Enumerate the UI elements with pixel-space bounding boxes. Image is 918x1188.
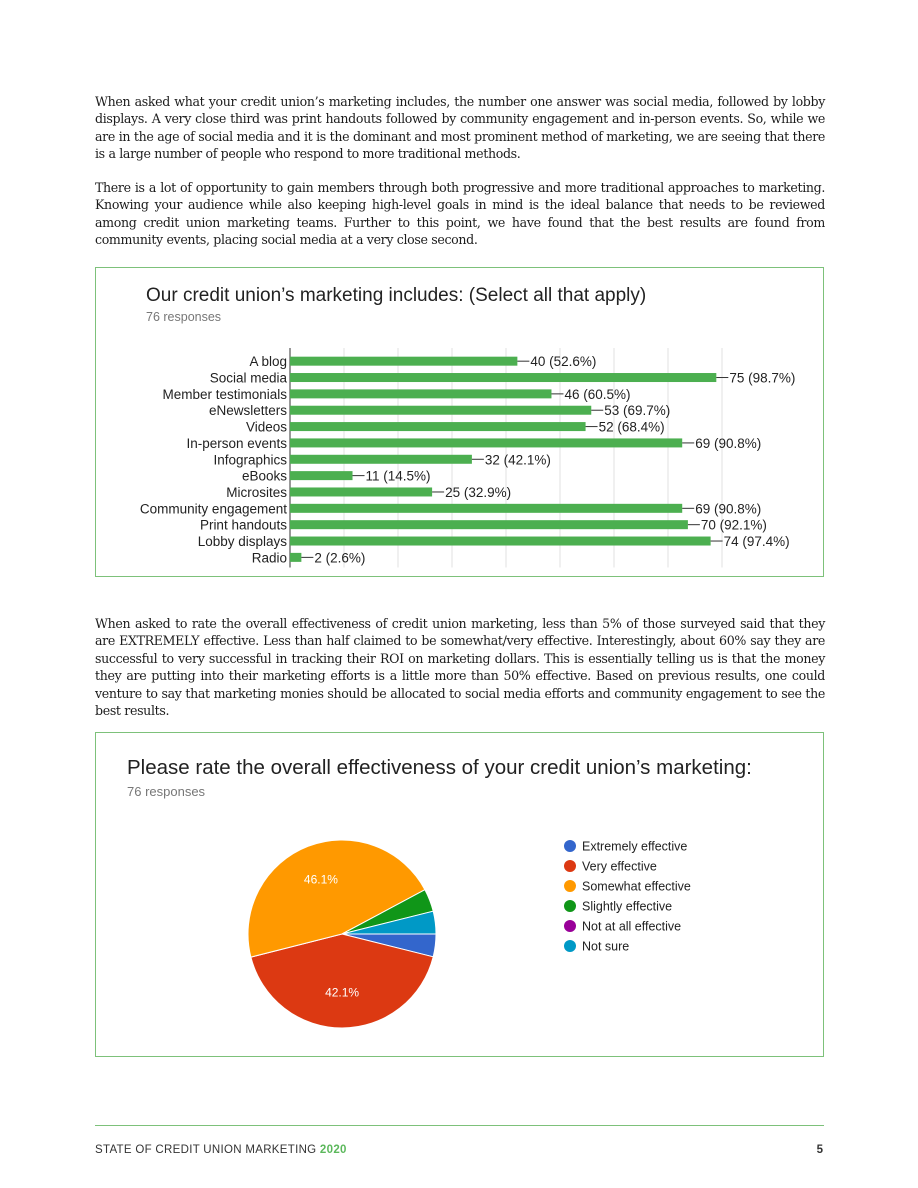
legend-label-not-at-all-effective: Not at all effective — [582, 919, 682, 934]
slice-label-somewhat-effective: 46.1% — [303, 872, 338, 887]
value-label-a-blog: 40 (52.6%) — [530, 354, 597, 370]
value-label-lobby-displays: 74 (97.4%) — [723, 534, 790, 550]
bar-print-handouts — [290, 520, 688, 529]
bar-a-blog — [290, 357, 517, 366]
effectiveness-chart — [95, 732, 824, 1057]
value-label-member-testimonials: 46 (60.5%) — [564, 386, 631, 402]
bar-member-testimonials — [290, 389, 551, 398]
bar-chart-svg — [96, 268, 825, 578]
footer-divider — [95, 1125, 824, 1126]
legend-marker-not-at-all-effective — [564, 920, 576, 932]
value-label-ebooks: 11 (14.5%) — [365, 468, 431, 484]
category-label-social-media: Social media — [209, 370, 287, 386]
category-label-ebooks: eBooks — [241, 468, 287, 484]
value-label-videos: 52 (68.4%) — [598, 419, 665, 435]
category-label-in-person-events: In-person events — [186, 435, 287, 451]
legend-label-somewhat-effective: Somewhat effective — [582, 879, 691, 894]
bar-radio — [290, 553, 301, 562]
value-label-social-media: 75 (98.7%) — [729, 370, 796, 386]
category-label-enewsletters: eNewsletters — [208, 403, 287, 419]
category-label-lobby-displays: Lobby displays — [197, 534, 287, 550]
bar-chart-subtitle: 76 responses — [146, 310, 222, 324]
legend-marker-slightly-effective — [564, 900, 576, 912]
bar-community-engagement — [290, 504, 682, 513]
category-label-community-engagement: Community engagement — [139, 501, 287, 517]
value-label-enewsletters: 53 (69.7%) — [604, 403, 671, 419]
effectiveness-paragraph: When asked to rate the overall effectiveness of credit union marketing, less than 5% of those surveyed said that they are EXTREMELY effective. Less than half claimed to be somewhat/very effective. Interestingly, about 60% say they are successful to very successful in tracking their ROI on marketing dollars. This is essentially telling us is that the money they are putting into their marketing efforts is a little more than 50% effective. Based on previous results, one could venture to say that marketing monies should be allocated to social media efforts and community engagement to see the best results. — [95, 616, 825, 719]
category-label-infographics: Infographics — [213, 452, 287, 468]
value-label-radio: 2 (2.6%) — [314, 550, 366, 566]
bar-infographics — [290, 455, 472, 464]
intro-paragraph: When asked what your credit union’s marketing includes, the number one answer was social media, followed by lobby displays. A very close third was print handouts followed by community engagement and in-person events. So, while we are in the age of social media and it is the dominant and most prominent method of marketing, we are seeing that there is a large number of people who respond to more traditional methods. — [95, 94, 825, 162]
legend-marker-not-sure — [564, 940, 576, 952]
bar-enewsletters — [290, 406, 591, 415]
opportunity-paragraph: There is a lot of opportunity to gain members through both progressive and more traditional approaches to marketing. Knowing your audience while also keeping high-level goals in mind is the ideal balance that needs to be reviewed among credit union marketing teams. Further to this point, we have found that the best results are found from community events, placing social media at a very close second. — [95, 180, 825, 248]
bar-social-media — [290, 373, 716, 382]
value-label-in-person-events: 69 (90.8%) — [695, 435, 762, 451]
value-label-print-handouts: 70 (92.1%) — [700, 517, 767, 533]
category-label-a-blog: A blog — [249, 354, 287, 370]
category-label-member-testimonials: Member testimonials — [162, 386, 287, 402]
footer-year: 2020 — [319, 1144, 347, 1156]
value-label-community-engagement: 69 (90.8%) — [695, 501, 762, 517]
legend-label-slightly-effective: Slightly effective — [582, 899, 673, 914]
category-label-videos: Videos — [245, 419, 287, 435]
bar-chart-title: Our credit union’s marketing includes: (Select all that apply) — [146, 285, 647, 306]
category-label-microsites: Microsites — [226, 484, 287, 500]
bar-videos — [290, 422, 586, 431]
legend-label-not-sure: Not sure — [582, 939, 630, 954]
pie-chart-title: Please rate the overall effectiveness of your credit union’s marketing: — [127, 756, 752, 779]
bar-lobby-displays — [290, 537, 711, 546]
legend-marker-extremely-effective — [564, 840, 576, 852]
value-label-microsites: 25 (32.9%) — [445, 484, 512, 500]
footer-title — [95, 1144, 347, 1156]
page-number: 5 — [816, 1144, 823, 1156]
value-label-infographics: 32 (42.1%) — [484, 452, 551, 468]
bar-in-person-events — [290, 438, 682, 447]
pie-chart-svg — [96, 733, 825, 1058]
legend-label-very-effective: Very effective — [582, 859, 657, 874]
legend-label-extremely-effective: Extremely effective — [582, 839, 688, 854]
bar-ebooks — [290, 471, 353, 480]
pie-chart-subtitle: 76 responses — [127, 784, 206, 799]
category-label-print-handouts: Print handouts — [199, 517, 287, 533]
slice-label-very-effective: 42.1% — [325, 985, 360, 1000]
legend-marker-very-effective — [564, 860, 576, 872]
legend-marker-somewhat-effective — [564, 880, 576, 892]
marketing-channels-chart — [95, 267, 824, 577]
footer-title-text: STATE OF CREDIT UNION MARKETING — [95, 1144, 317, 1156]
category-label-radio: Radio — [251, 550, 287, 566]
bar-microsites — [290, 487, 432, 496]
